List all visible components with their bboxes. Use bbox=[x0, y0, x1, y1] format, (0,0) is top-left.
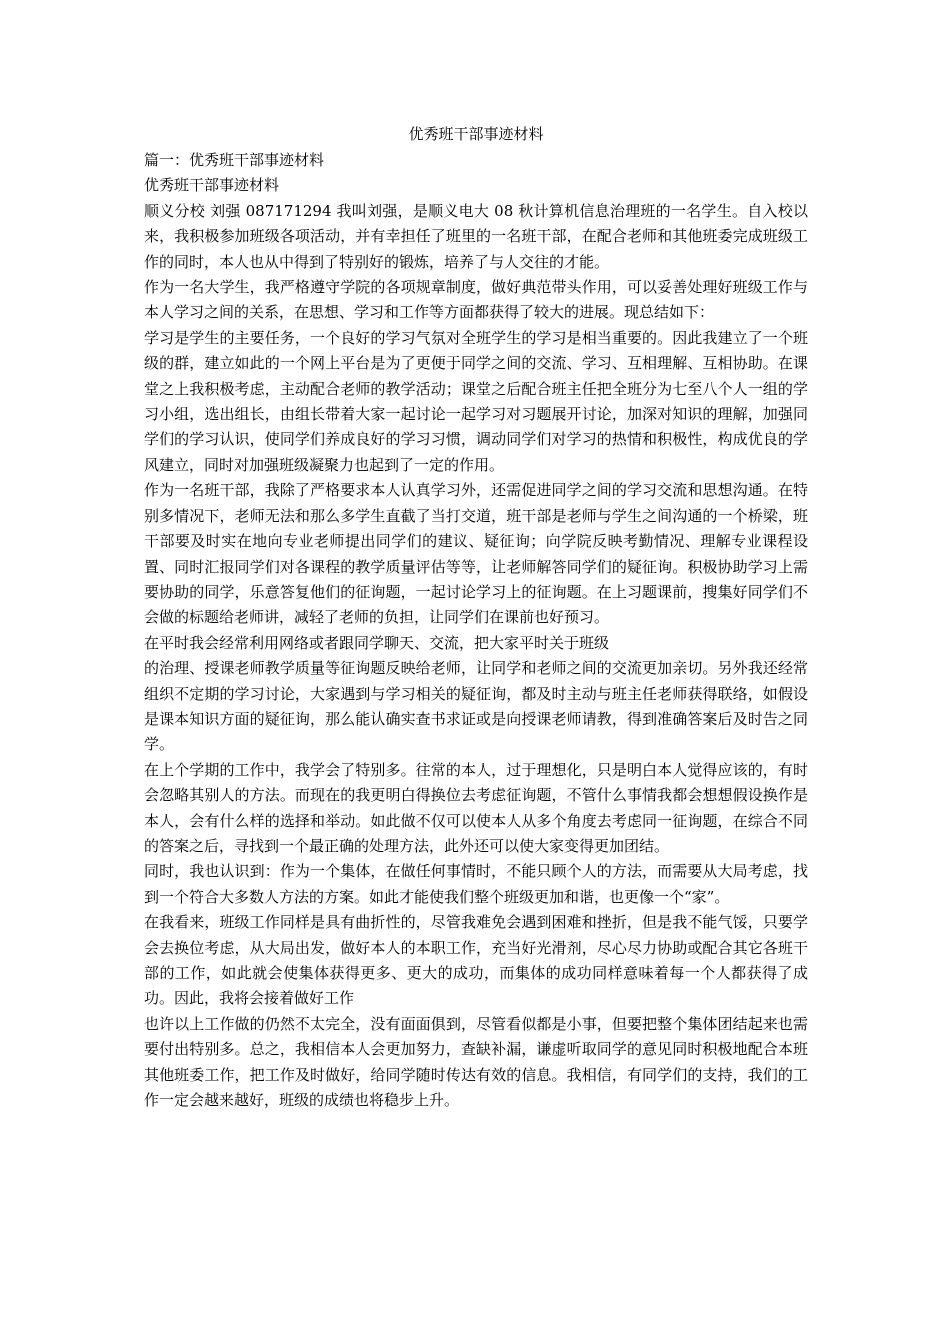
paragraph-collective: 同时，我也认识到：作为一个集体，在做任何事情时，不能只顾个人的方法，而需要从大局考虑，找到一个符合大多数人方法的方案。如此才能使我们整个班级更加和谐，也更像一个“家”。 bbox=[144, 862, 808, 906]
paragraph-intro: 顺义分校 刘强 087171294 我叫刘强，是顺义电大 08 秋计算机信息治理班的一名学生。自入校以来，我积极参加班级各项活动，并有幸担任了班里的一名班干部，在配合老师和其他班委完成班级工作的同时，本人也从中得到了特别好的锻炼，培养了与人交往的才能。 bbox=[144, 201, 808, 271]
paragraph-summary: 作为一名大学生，我严格遵守学院的各项规章制度，做好典范带头作用，可以妥善处理好班级工作与本人学习之间的关系，在思想、学习和工作等方面都获得了较大的进展。现总结如下： bbox=[144, 278, 808, 322]
paragraph-communication: 作为一名班干部，我除了严格要求本人认真学习外，还需促进同学之间的学习交流和思想沟通。在特别多情况下，老师无法和那么多学生直截了当打交道，班干部是老师与学生之间沟通的一个桥梁，班干部要及时实在地向专业老师提出同学们的建议、疑征询；向学院反映考勤情况、理解专业课程设置、同时汇报同学们对各课程的教学质量评估等等，让老师解答同学们的疑征询。积极协助学习上需要协助的同学，乐意答复他们的征询题，一起讨论学习上的征询题。在上习题课前，搜集好同学们不会做的标题给老师讲，减轻了老师的负担，让同学们在课前也好预习。 bbox=[144, 481, 808, 627]
document-page bbox=[144, 120, 808, 1113]
document-title: 优秀班干部事迹材料 bbox=[408, 125, 544, 143]
paragraph-learning: 在上个学期的工作中，我学会了特别多。往常的本人，过于理想化，只是明白本人觉得应该的，有时会忽略其别人的方法。而现在的我更明白得换位去考虑征询题，不管什么事情我都会想想假设换作是本人，会有什么样的选择和举动。如此做不仅可以使本人从多个角度去考虑同一征询题，在综合不同的答案之后，寻找到一个最正确的处理方法，此外还可以使大家变得更加团结。 bbox=[144, 760, 808, 855]
paragraph-network-continued: 的治理、授课老师教学质量等征询题反映给老师，让同学和老师之间的交流更加亲切。另外我还经常组织不定期的学习讨论，大家遇到与学习相关的疑征询，都及时主动与班主任老师获得联络，如假设是课本知识方面的疑征询，那么能认确实查书求证或是向授课老师请教，得到准确答案后及时告之同学。 bbox=[144, 659, 808, 754]
paragraph-study: 学习是学生的主要任务，一个良好的学习气氛对全班学生的学习是相当重要的。因此我建立了一个班级的群，建立如此的一个网上平台是为了更便于同学之间的交流、学习、互相理解、互相协助。在课堂之上我积极考虑，主动配合老师的教学活动；课堂之后配合班主任把全班分为七至八个人一组的学习小组，选出组长，由组长带着大家一起讨论一起学习对习题展开讨论，加深对知识的理解，加强同学们的学习认识，使同学们养成良好的学习习惯，调动同学们对学习的热情和积极性，构成优良的学风建立，同时对加强班级凝聚力也起到了一定的作用。 bbox=[144, 328, 808, 474]
paragraph-conclusion: 也许以上工作做的仍然不太完全，没有面面俱到，尽管看似都是小事，但要把整个集体团结起来也需要付出特别多。总之，我相信本人会更加努力，查缺补漏，谦虚听取同学的意见同时积极地配合本班其他班委工作，把工作及时做好，给同学随时传达有效的信息。我相信，有同学们的支持，我们的工作一定会越来越好，班级的成绩也将稳步上升。 bbox=[144, 1014, 808, 1110]
document-heading: 优秀班干部事迹材料 bbox=[144, 176, 280, 195]
paragraph-network: 在平时我会经常利用网络或者跟同学聊天、交流，把大家平时关于班级 bbox=[144, 633, 610, 652]
paragraph-difficulties: 在我看来，班级工作同样是具有曲折性的，尽管我难免会遇到困难和挫折，但是我不能气馁，只要学会去换位考虑，从大局出发，做好本人的本职工作，充当好光滑剂，尽心尽力协助或配合其它各班干部的工作，如此就会使集体获得更多、更大的成功，而集体的成功同样意味着每一个人都获得了成功。因此，我将会接着做好工作 bbox=[144, 913, 808, 1008]
document-subtitle: 篇一：优秀班干部事迹材料 bbox=[144, 151, 325, 169]
